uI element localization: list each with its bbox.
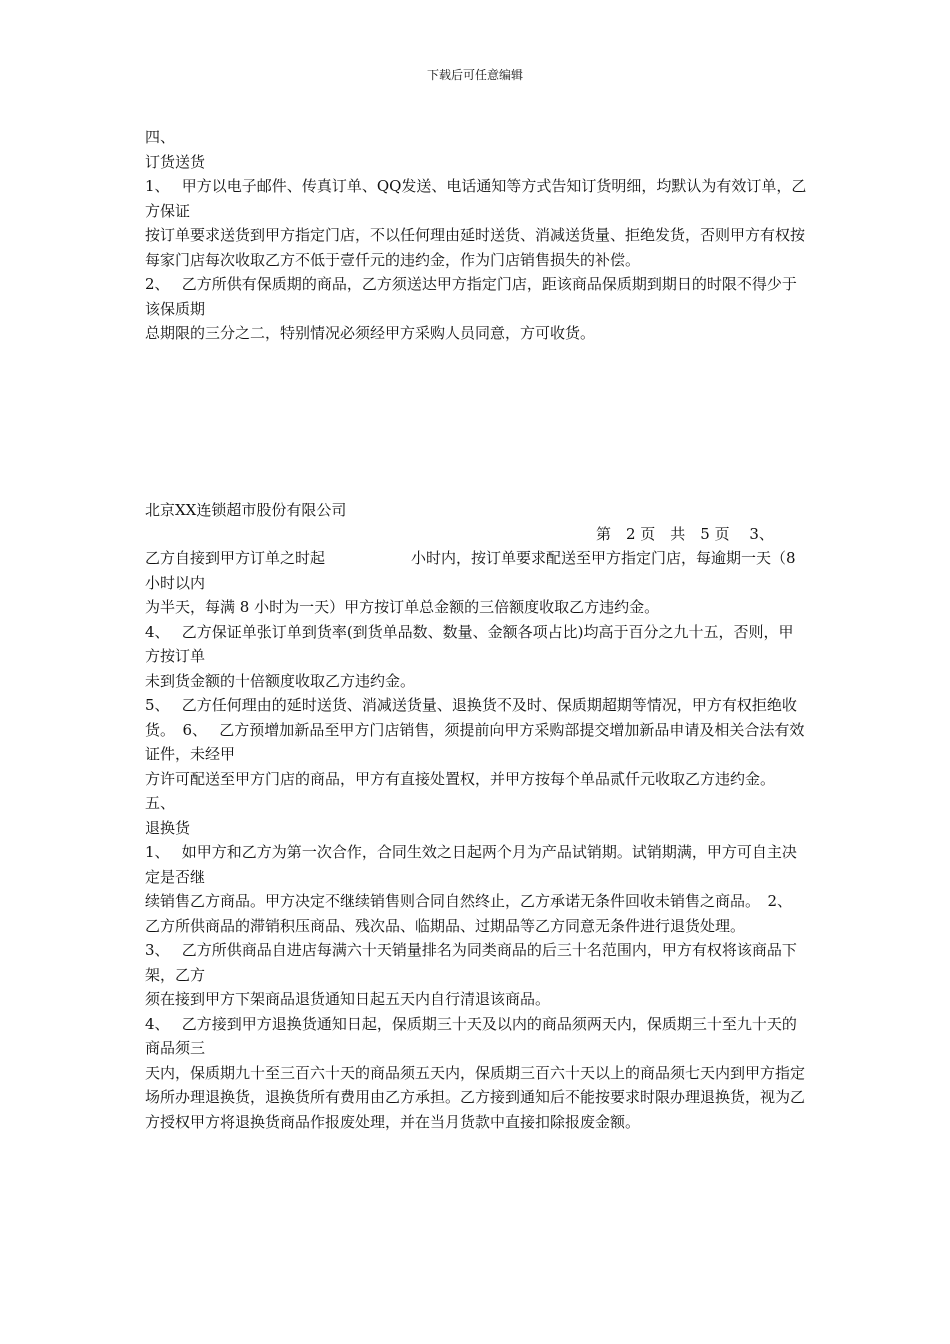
clause-3-left: 乙方自接到甲方订单之时起 <box>145 549 326 567</box>
section-continued <box>145 546 807 1134</box>
clause-2: 2、 乙方所供有保质期的商品，乙方须送达甲方指定门店，距该商品保质期到期日的时限不得少于该保质期 <box>145 275 797 318</box>
company-name: 北京XX连锁超市股份有限公司 <box>145 501 347 519</box>
clause-4-continued: 未到货金额的十倍额度收取乙方违约金。 <box>145 671 416 690</box>
clause-3 <box>145 546 807 595</box>
section-heading: 四、 <box>145 128 176 146</box>
return-clause-4: 4、 乙方接到甲方退换货通知日起，保质期三十天及以内的商品须两天内，保质期三十至九十天的商品须三 <box>145 1014 797 1057</box>
return-clause-4-continued: 天内，保质期九十至三百六十天的商品须五天内，保质期三百六十天以上的商品须七天内到甲方指定场所办理退换货，退换货所有费用由乙方承担。乙方接到通知后不能按要求时限办理退换货，视为乙方授权甲方将退换货商品作报废处理，并在当月货款中直接扣除报废金额。 <box>145 1063 806 1131</box>
section-five-heading: 五、 <box>145 794 176 812</box>
clause-6-continued: 方许可配送至甲方门店的商品，甲方有直接处置权，并甲方按每个单品贰仟元收取乙方违约金。 <box>145 769 776 788</box>
return-clause-3: 3、 乙方所供商品自进店每满六十天销量排名为同类商品的后三十名范围内，甲方有权将该商品下架，乙方 <box>145 941 797 984</box>
page-number: 第 2 页 共 5 页 3、 <box>596 525 774 543</box>
clause-3-right: 小时内，按订单要求配送至甲方指定门店，每逾期一天（8 小时以内 <box>145 549 796 592</box>
clause-2-continued: 总期限的三分之二，特别情况必须经甲方采购人员同意，方可收货。 <box>145 324 596 342</box>
section-ordering-delivery <box>145 125 807 346</box>
section-title: 订货送货 <box>145 152 206 171</box>
page-header: 下载后可任意编辑 <box>426 68 523 82</box>
section-five-title: 退换货 <box>145 818 191 837</box>
clause-4: 4、 乙方保证单张订单到货率(到货单品数、数量、金额各项占比)均高于百分之九十五，否则，甲方按订单 <box>145 622 794 665</box>
clause-1-continued: 按订单要求送货到甲方指定门店，不以任何理由延时送货、消减送货量、拒绝发货，否则甲方有权按每家门店每次收取乙方不低于壹仟元的违约金，作为门店销售损失的补偿。 <box>145 226 806 269</box>
clause-1: 1、 甲方以电子邮件、传真订单、QQ发送、电话通知等方式告知订货明细，均默认为有效订单，乙方保证 <box>145 177 807 220</box>
return-clause-1-2: 续销售乙方商品。甲方决定不继续销售则合同自然终止，乙方承诺无条件回收未销售之商品。 2、 乙方所供商品的滞销积压商品、残次品、临期品、过期品等乙方同意无条件进行退货处理。 <box>145 892 805 935</box>
clause-3-continued: 为半天，每满 8 小时为一天）甲方按订单总金额的三倍额度收取乙方违约金。 <box>145 598 660 616</box>
return-clause-1: 1、 如甲方和乙方为第一次合作，合同生效之日起两个月为产品试销期。试销期满，甲方可自主决定是否继 <box>145 843 797 886</box>
return-clause-3-continued: 须在接到甲方下架商品退货通知日起五天内自行清退该商品。 <box>145 990 551 1008</box>
clause-5-6: 5、 乙方任何理由的延时送货、消减送货量、退换货不及时、保质期超期等情况，甲方有权拒绝收货。 6、 乙方预增加新品至甲方门店销售，须提前向甲方采购部提交增加新品申请及相关合法有效证件，未经甲 <box>145 696 805 763</box>
